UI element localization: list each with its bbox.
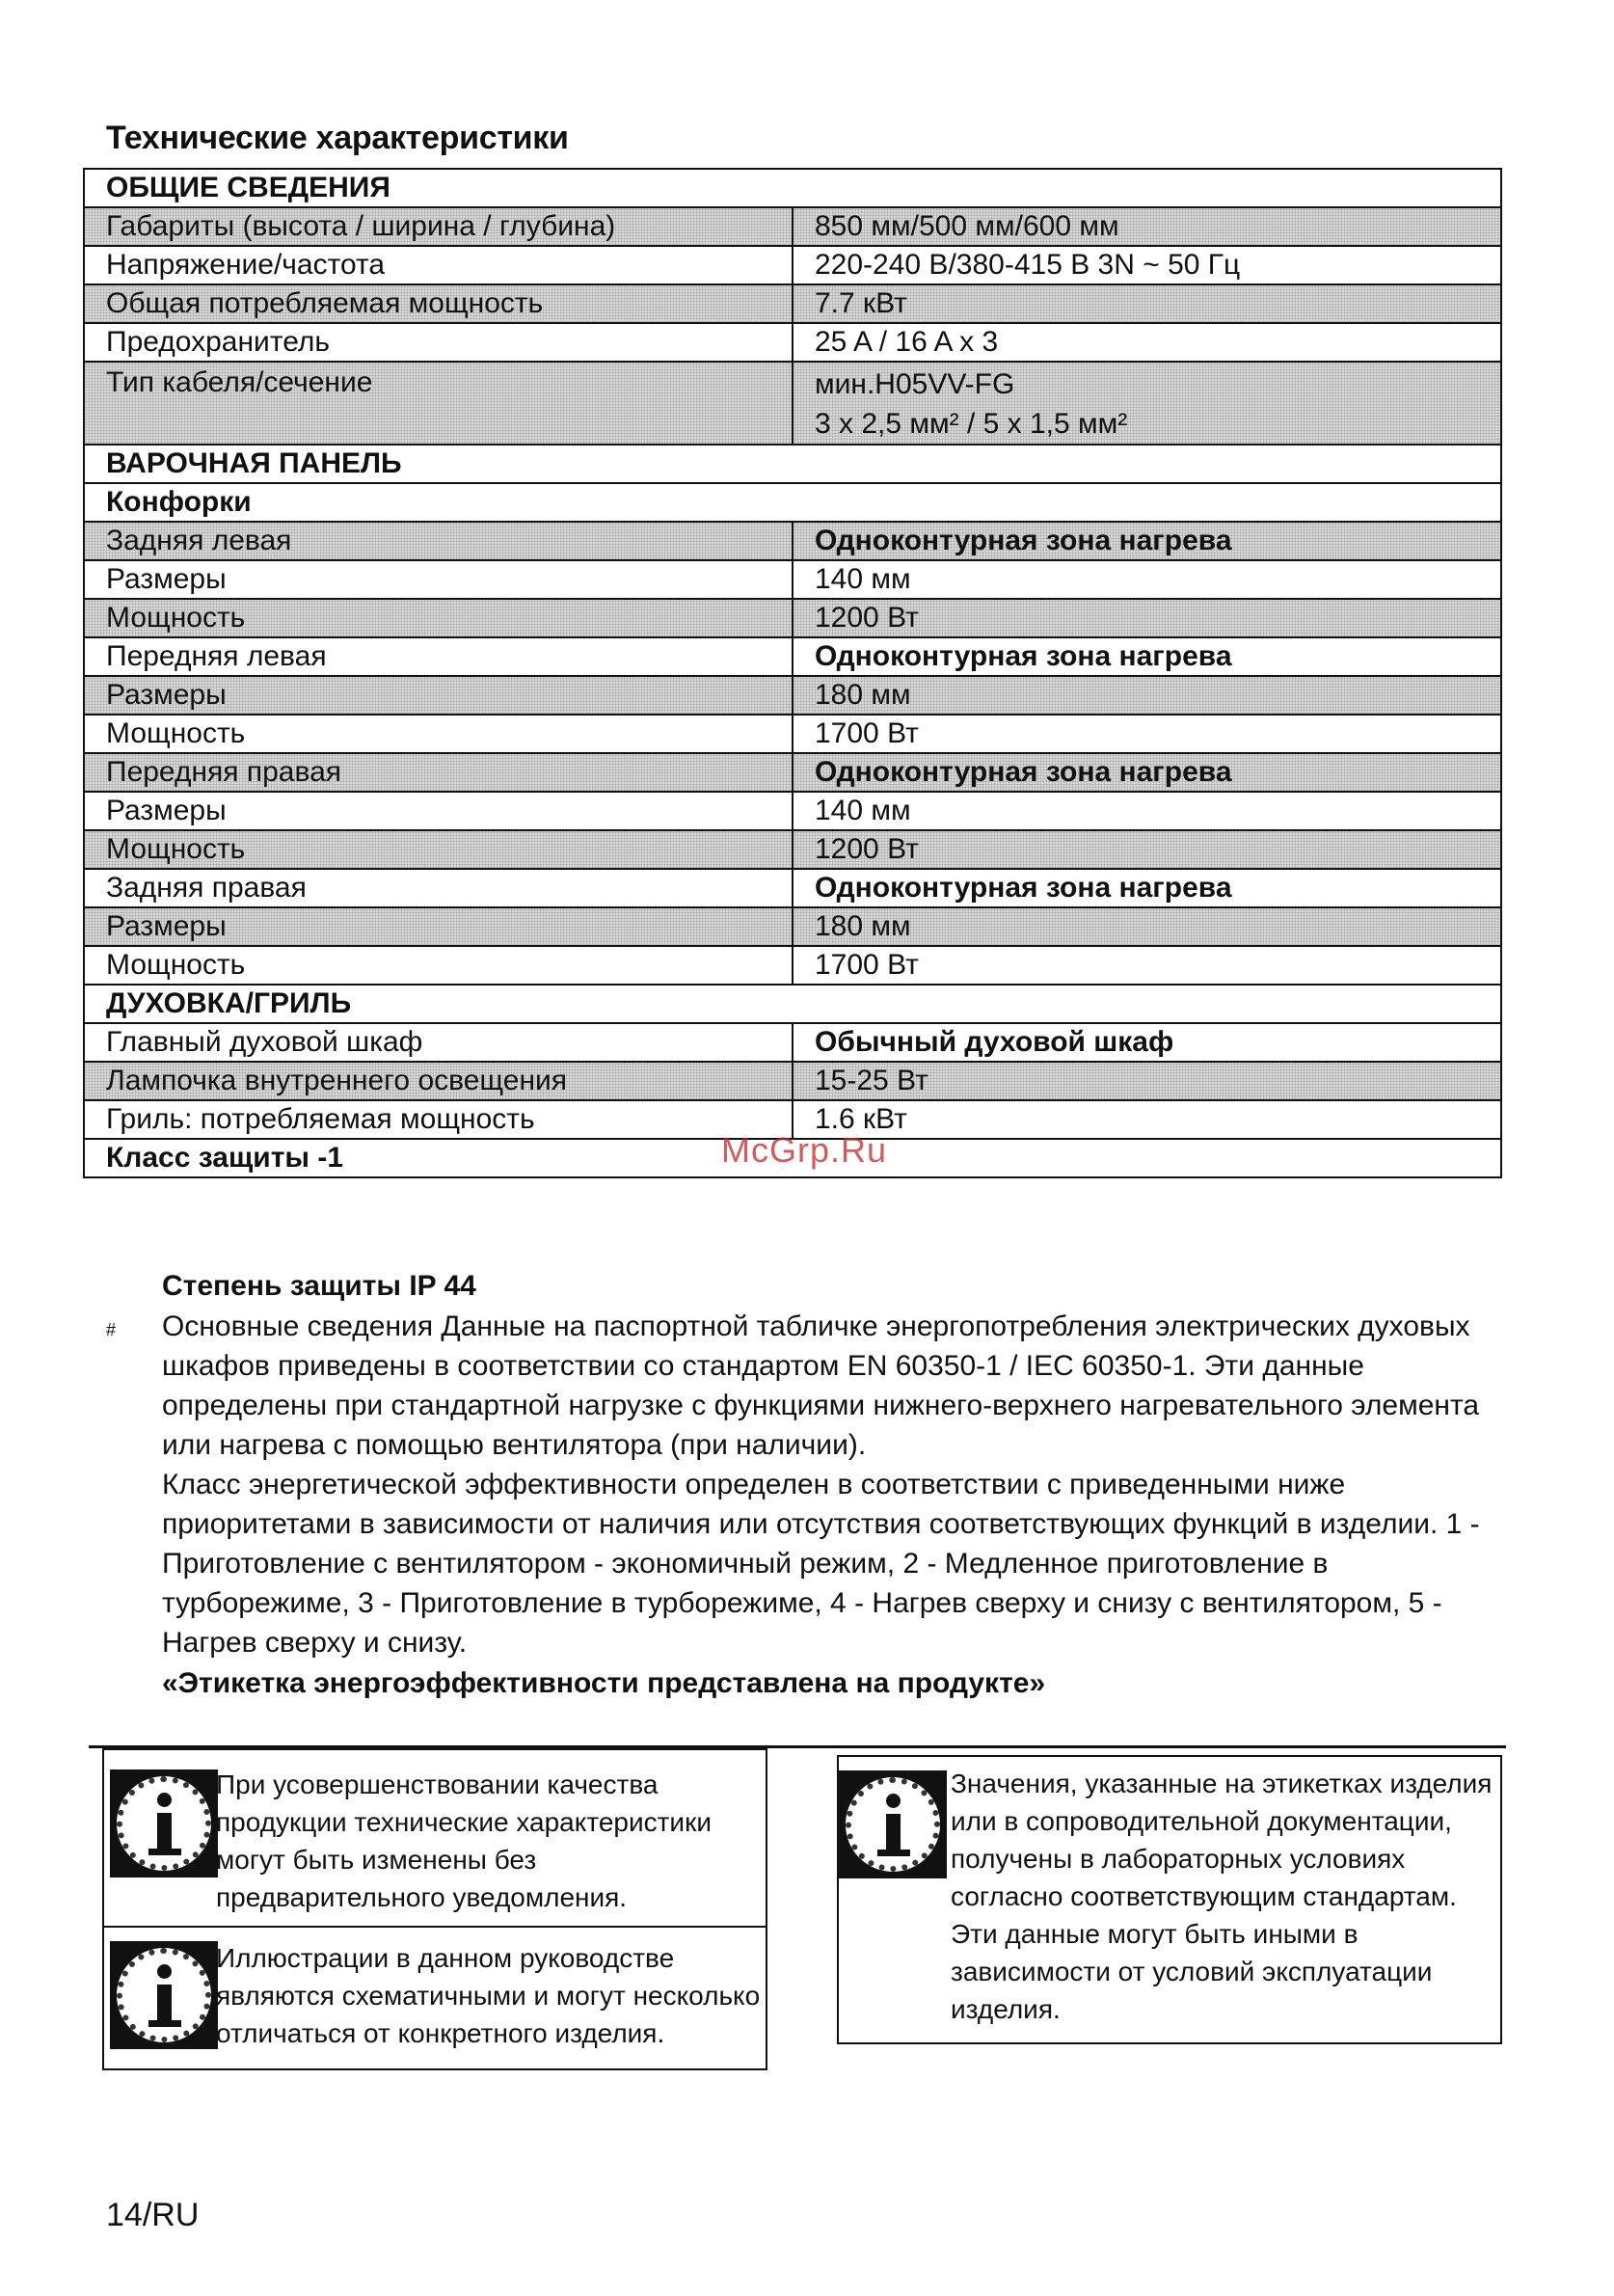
spec-value: 1.6 кВт (793, 1100, 1501, 1139)
spec-label: Мощность (84, 715, 793, 753)
note-paragraph-2: Класс энергетической эффективности определен в соответствии с приведенными ниже приоритетами в зависимости от наличия или отсутствия соответствующих функций в изделии. 1 - Приготовление с вентилятором - экономичный режим, 2 - Медленное приготовление в турборежиме, 3 - Приготовление в турборежиме, 4 - Нагрев сверху и снизу с вентилятором, 5 - Нагрев сверху и снизу. (162, 1469, 1480, 1659)
spec-value: мин.H05VV-FG 3 x 2,5 мм² / 5 x 1,5 мм² (793, 362, 1501, 445)
spec-label: Общая потребляемая мощность (84, 284, 793, 323)
spec-value: 1700 Вт (793, 715, 1501, 753)
section-label: Класс защиты -1 (84, 1139, 1501, 1177)
spec-label: Размеры (84, 560, 793, 599)
table-section-header (84, 445, 1501, 483)
table-row (84, 1023, 1501, 1062)
spec-label: Гриль: потребляемая мощность (84, 1100, 793, 1139)
table-row (84, 676, 1501, 715)
table-row (84, 869, 1501, 907)
spec-value: 180 мм (793, 676, 1501, 715)
spec-value: Одноконтурная зона нагрева (793, 753, 1501, 792)
spec-label: Задняя правая (84, 869, 793, 907)
spec-value: 25 A / 16 A x 3 (793, 323, 1501, 362)
spec-value: 15-25 Вт (793, 1062, 1501, 1100)
table-row (84, 830, 1501, 869)
info-icon (110, 1769, 218, 1877)
spec-value: Обычный духовой шкаф (793, 1023, 1501, 1062)
note-paragraph-1: Основные сведения Данные на паспортной табличке энергопотребления электрических духовых шкафов приведены в соответствии со стандартом EN 60350-1 / IEC 60350-1. Эти данные определены при стандартной нагрузке с функциями нижнего-верхнего нагревательного элемента или нагрева с помощью вентилятора (при наличии). (162, 1310, 1480, 1461)
spec-label: Напряжение/частота (84, 246, 793, 284)
spec-table (83, 168, 1502, 1178)
protection-degree: Степень защиты IP 44 (162, 1270, 476, 1302)
spec-label: Главный духовой шкаф (84, 1023, 793, 1062)
spec-label: Передняя правая (84, 753, 793, 792)
table-section-header (84, 985, 1501, 1023)
spec-label: Задняя левая (84, 522, 793, 560)
table-row (84, 362, 1501, 445)
table-row (84, 946, 1501, 985)
table-row (84, 753, 1501, 792)
spec-label: Размеры (84, 676, 793, 715)
spec-value: 140 мм (793, 560, 1501, 599)
footnote-mark: # (106, 1320, 117, 1339)
info-icon (110, 1941, 218, 2049)
table-section-header (84, 483, 1501, 522)
table-row (84, 907, 1501, 946)
spec-value: 1200 Вт (793, 830, 1501, 869)
spec-value: 1700 Вт (793, 946, 1501, 985)
table-row (84, 637, 1501, 676)
table-row (84, 246, 1501, 284)
spec-value: Одноконтурная зона нагрева (793, 637, 1501, 676)
spec-label: Мощность (84, 599, 793, 637)
table-row (84, 1062, 1501, 1100)
info-text-label-values: Значения, указанные на этикетках изделия или в сопроводительной документации, получены в лабораторных условиях согласно соответствующим стандартам. Эти данные могут быть иными в зависимости от условий эксплуатации изделия. (951, 1769, 1493, 2024)
table-row (84, 284, 1501, 323)
spec-label: Мощность (84, 830, 793, 869)
spec-value: 140 мм (793, 792, 1501, 830)
spec-value: 850 мм/500 мм/600 мм (793, 207, 1501, 246)
section-label: Конфорки (84, 483, 1501, 522)
info-box-left (102, 1748, 767, 2070)
section-label: ОБЩИЕ СВЕДЕНИЯ (84, 169, 1501, 207)
info-box-right (837, 1755, 1502, 2044)
watermark: McGrp.Ru (721, 1130, 888, 1170)
section-label: ВАРОЧНАЯ ПАНЕЛЬ (84, 445, 1501, 483)
table-section-header (84, 169, 1501, 207)
table-row (84, 207, 1501, 246)
spec-value: 220-240 В/380-415 В 3N ~ 50 Гц (793, 246, 1501, 284)
info-text-improvement: При усовершенствовании качества продукции технические характеристики могут быть изменены без предварительного уведомления. (216, 1769, 712, 1912)
spec-label: Лампочка внутреннего освещения (84, 1062, 793, 1100)
info-text-illustrations: Иллюстрации в данном руководстве являются схематичными и могут несколько отличаться от конкретного изделия. (216, 1943, 761, 2048)
spec-label: Предохранитель (84, 323, 793, 362)
spec-label: Тип кабеля/сечение (84, 362, 793, 445)
spec-label: Передняя левая (84, 637, 793, 676)
page-number: 14/RU (106, 2197, 200, 2233)
spec-value: Одноконтурная зона нагрева (793, 869, 1501, 907)
table-row (84, 715, 1501, 753)
section-label: ДУХОВКА/ГРИЛЬ (84, 985, 1501, 1023)
energy-label-note: «Этикетка энергоэффективности представлена на продукте» (162, 1667, 1046, 1699)
table-row (84, 323, 1501, 362)
page-title: Технические характеристики (106, 120, 569, 156)
spec-value: 1200 Вт (793, 599, 1501, 637)
spec-label: Габариты (высота / ширина / глубина) (84, 207, 793, 246)
info-icon (839, 1770, 947, 1878)
spec-label: Размеры (84, 907, 793, 946)
spec-value: 180 мм (793, 907, 1501, 946)
spec-label: Мощность (84, 946, 793, 985)
spec-value: Одноконтурная зона нагрева (793, 522, 1501, 560)
spec-value: 7.7 кВт (793, 284, 1501, 323)
table-row (84, 599, 1501, 637)
table-row (84, 560, 1501, 599)
table-row (84, 522, 1501, 560)
table-row (84, 792, 1501, 830)
spec-label: Размеры (84, 792, 793, 830)
